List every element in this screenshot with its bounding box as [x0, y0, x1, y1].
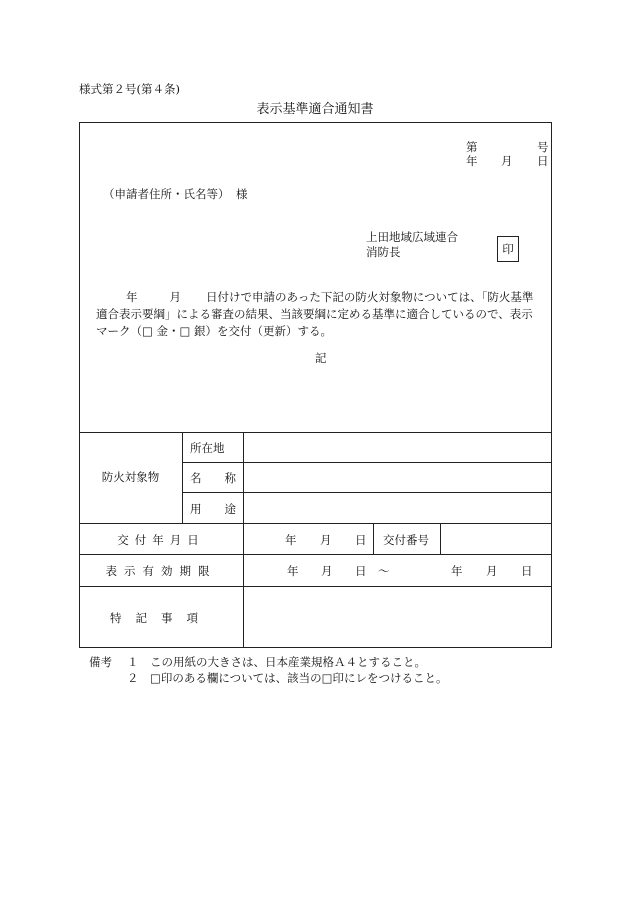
form-number: 様式第２号(第４条): [79, 82, 180, 96]
validity-to-year: 年: [451, 564, 463, 578]
table-line: [182, 492, 552, 493]
table-vline: [243, 432, 244, 648]
body-paragraph: [96, 289, 542, 340]
body-text: 日付けで申請のあった下記の防火対象物については、「防火基準適合表示要綱」による審査の結果、当該要綱に定める基準に適合しているので、表示マーク（□ 金・□ 銀）を交付（更新）する。: [96, 290, 534, 338]
validity-label: 表示有効期限: [105, 564, 217, 578]
remarks-label: 特記事項: [110, 611, 212, 625]
table-top-line: [79, 432, 552, 433]
location-label: 所在地: [190, 441, 225, 455]
issuer-organization: 上田地域広域連合: [366, 230, 458, 244]
document-title: 表示基準適合通知書: [256, 102, 374, 117]
issue-date-month: 月: [320, 533, 332, 547]
issue-number-suffix: 号: [537, 140, 549, 154]
use-label: 用途: [190, 502, 259, 516]
date-day: 日: [537, 154, 549, 168]
note-heading: 記: [315, 351, 327, 365]
table-vline: [182, 432, 183, 523]
issue-number-prefix: 第: [466, 140, 478, 154]
validity-from-year: 年: [287, 564, 299, 578]
issue-date-year: 年: [285, 533, 297, 547]
date-year: 年: [466, 154, 478, 168]
note-text: この用紙の大きさは、日本産業規格Ａ４とすること。: [150, 655, 426, 669]
body-year: 年: [126, 290, 138, 304]
note-number: １: [127, 655, 139, 669]
table-line: [182, 462, 552, 463]
note-text: □印のある欄については、該当の□印にレをつけること。: [150, 671, 448, 685]
honorific: 様: [236, 187, 248, 201]
date-month: 月: [501, 154, 513, 168]
validity-to-month: 月: [486, 564, 498, 578]
notes-heading: 備考: [89, 655, 112, 669]
body-month: 月: [169, 290, 181, 304]
validity-separator: ～: [378, 564, 390, 578]
seal-box: 印: [497, 236, 519, 262]
table-vline: [440, 523, 441, 554]
applicant-label: （申請者住所・氏名等）: [103, 187, 230, 201]
issue-date-day: 日: [355, 533, 367, 547]
validity-from-month: 月: [321, 564, 333, 578]
issue-number-label: 交付番号: [383, 533, 429, 547]
fire-object-label: 防火対象物: [101, 470, 160, 484]
table-line: [79, 523, 552, 524]
table-line: [79, 586, 552, 587]
table-vline: [373, 523, 374, 554]
issue-date-label: 交付年月日: [117, 533, 205, 547]
validity-from-day: 日: [355, 564, 367, 578]
table-line: [79, 554, 552, 555]
name-label: 名称: [190, 471, 259, 485]
validity-to-day: 日: [521, 564, 533, 578]
issuer-position: 消防長: [366, 245, 401, 259]
note-number: ２: [127, 671, 139, 685]
